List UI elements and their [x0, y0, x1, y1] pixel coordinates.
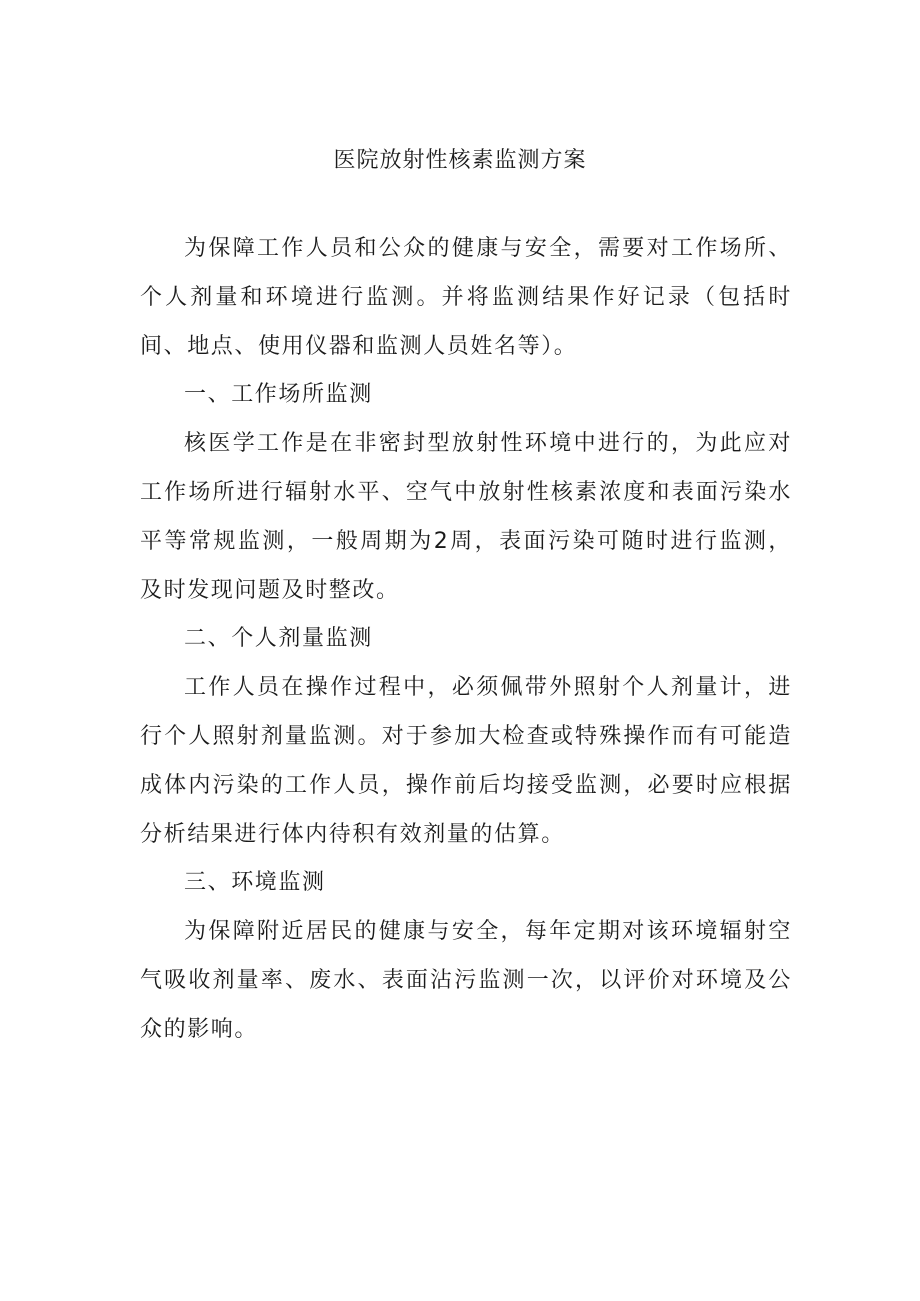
document-title: 医院放射性核素监测方案 [333, 148, 587, 173]
section-body-workplace: 核医学工作是在非密封型放射性环境中进行的，为此应对工作场所进行辐射水平、空气中放射性核素浓度和表面污染水平等常规监测，一般周期为2周，表面污染可随时进行监测，及时发现问题及时整改。 [140, 431, 792, 603]
section-heading-workplace: 一、工作场所监测 [184, 382, 373, 408]
section-heading-environment: 三、环境监测 [184, 870, 326, 896]
section-body-environment: 为保障附近居民的健康与安全，每年定期对该环境辐射空气吸收剂量率、废水、表面沾污监测一次，以评价对环境及公众的影响。 [140, 919, 792, 1042]
section-heading-personal-dose: 二、个人剂量监测 [184, 626, 373, 652]
section-body-personal-dose: 工作人员在操作过程中，必须佩带外照射个人剂量计，进行个人照射剂量监测。对于参加大检查或特殊操作而有可能造成体内污染的工作人员，操作前后均接受监测，必要时应根据分析结果进行体内待积有效剂量的估算。 [140, 675, 792, 847]
intro-paragraph: 为保障工作人员和公众的健康与安全，需要对工作场所、个人剂量和环境进行监测。并将监测结果作好记录（包括时间、地点、使用仪器和监测人员姓名等）。 [140, 236, 792, 359]
document-body [140, 225, 792, 1055]
